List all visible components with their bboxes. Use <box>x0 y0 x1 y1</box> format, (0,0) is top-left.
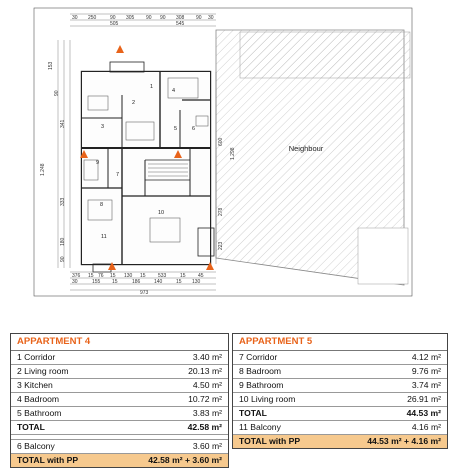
table-row: 8 Badroom 9.76 m² <box>233 365 447 379</box>
room-label-11: 11 <box>101 234 107 240</box>
svg-text:90: 90 <box>196 15 202 21</box>
svg-text:505: 505 <box>110 21 119 27</box>
total-with-pp-row: TOTAL with PP 44.53 m² + 4.16 m² <box>233 435 447 448</box>
total-row: TOTAL 44.53 m² <box>233 407 447 421</box>
table-row: 10 Living room 26.91 m² <box>233 393 447 407</box>
room-label-6: 6 <box>192 126 196 132</box>
svg-text:140: 140 <box>154 279 163 285</box>
svg-text:545: 545 <box>176 21 185 27</box>
svg-text:15: 15 <box>88 273 94 279</box>
apartment-4-title: APPARTMENT 4 <box>11 334 228 351</box>
left-dimensions <box>40 61 66 262</box>
svg-text:533: 533 <box>158 273 167 279</box>
apartment-5-title: APPARTMENT 5 <box>233 334 447 351</box>
table-row: 3 Kitchen 4.50 m² <box>11 379 228 393</box>
total-with-pp-row: TOTAL with PP 42.58 m² + 3.60 m² <box>11 454 228 467</box>
room-label-3: 3 <box>101 124 105 130</box>
svg-text:90: 90 <box>146 15 152 21</box>
svg-text:130: 130 <box>124 273 133 279</box>
svg-text:600: 600 <box>218 137 224 146</box>
svg-text:1.248: 1.248 <box>40 163 46 176</box>
table-row: 9 Bathroom 3.74 m² <box>233 379 447 393</box>
svg-text:153: 153 <box>48 61 54 70</box>
svg-text:250: 250 <box>88 15 97 21</box>
svg-text:308: 308 <box>176 15 185 21</box>
svg-text:130: 130 <box>192 279 201 285</box>
svg-text:15: 15 <box>180 273 186 279</box>
svg-text:1.298: 1.298 <box>230 147 236 160</box>
neighbour-area <box>216 30 410 285</box>
table-row: 5 Bathroom 3.83 m² <box>11 407 228 421</box>
svg-text:90: 90 <box>160 15 166 21</box>
total-row: TOTAL 42.58 m² <box>11 421 228 435</box>
svg-text:155: 155 <box>92 279 101 285</box>
svg-text:223: 223 <box>218 241 224 250</box>
svg-text:186: 186 <box>132 279 141 285</box>
svg-text:278: 278 <box>218 207 224 216</box>
table-row: 1 Corridor 3.40 m² <box>11 351 228 365</box>
bottom-dimensions <box>72 273 204 296</box>
table-row: 4 Badroom 10.72 m² <box>11 393 228 407</box>
svg-text:90: 90 <box>110 15 116 21</box>
table-row: 7 Corridor 4.12 m² <box>233 351 447 365</box>
room-label-2: 2 <box>132 100 136 106</box>
svg-text:90: 90 <box>54 90 60 96</box>
svg-text:305: 305 <box>126 15 135 21</box>
table-row: 2 Living room 20.13 m² <box>11 365 228 379</box>
room-label-8: 8 <box>100 202 104 208</box>
svg-text:333: 333 <box>60 197 66 206</box>
svg-text:30: 30 <box>72 279 78 285</box>
apartment-4-table <box>10 333 229 468</box>
room-label-9: 9 <box>96 160 100 166</box>
svg-text:15: 15 <box>176 279 182 285</box>
svg-text:15: 15 <box>112 279 118 285</box>
svg-text:90: 90 <box>60 256 66 262</box>
svg-text:376: 376 <box>72 273 81 279</box>
svg-text:15: 15 <box>140 273 146 279</box>
svg-text:30: 30 <box>208 15 214 21</box>
top-dimensions <box>72 15 214 27</box>
svg-text:180: 180 <box>60 237 66 246</box>
svg-text:341: 341 <box>60 119 66 128</box>
room-label-7: 7 <box>116 172 120 178</box>
balcony-row: 11 Balcony 4.16 m² <box>233 421 447 435</box>
total-width-dimension: 973 <box>140 290 149 296</box>
room-label-10: 10 <box>158 210 165 216</box>
room-label-1: 1 <box>150 84 154 90</box>
svg-text:45: 45 <box>198 273 204 279</box>
neighbour-label: Neighbour <box>288 144 324 153</box>
apartment-walls <box>82 62 214 272</box>
room-label-5: 5 <box>174 126 178 132</box>
svg-text:15: 15 <box>110 273 116 279</box>
svg-text:76: 76 <box>98 273 104 279</box>
balcony-row: 6 Balcony 3.60 m² <box>11 440 228 454</box>
room-label-4: 4 <box>172 88 176 94</box>
apartment-5-table <box>232 333 448 449</box>
svg-text:30: 30 <box>72 15 78 21</box>
area-tables <box>0 328 455 465</box>
